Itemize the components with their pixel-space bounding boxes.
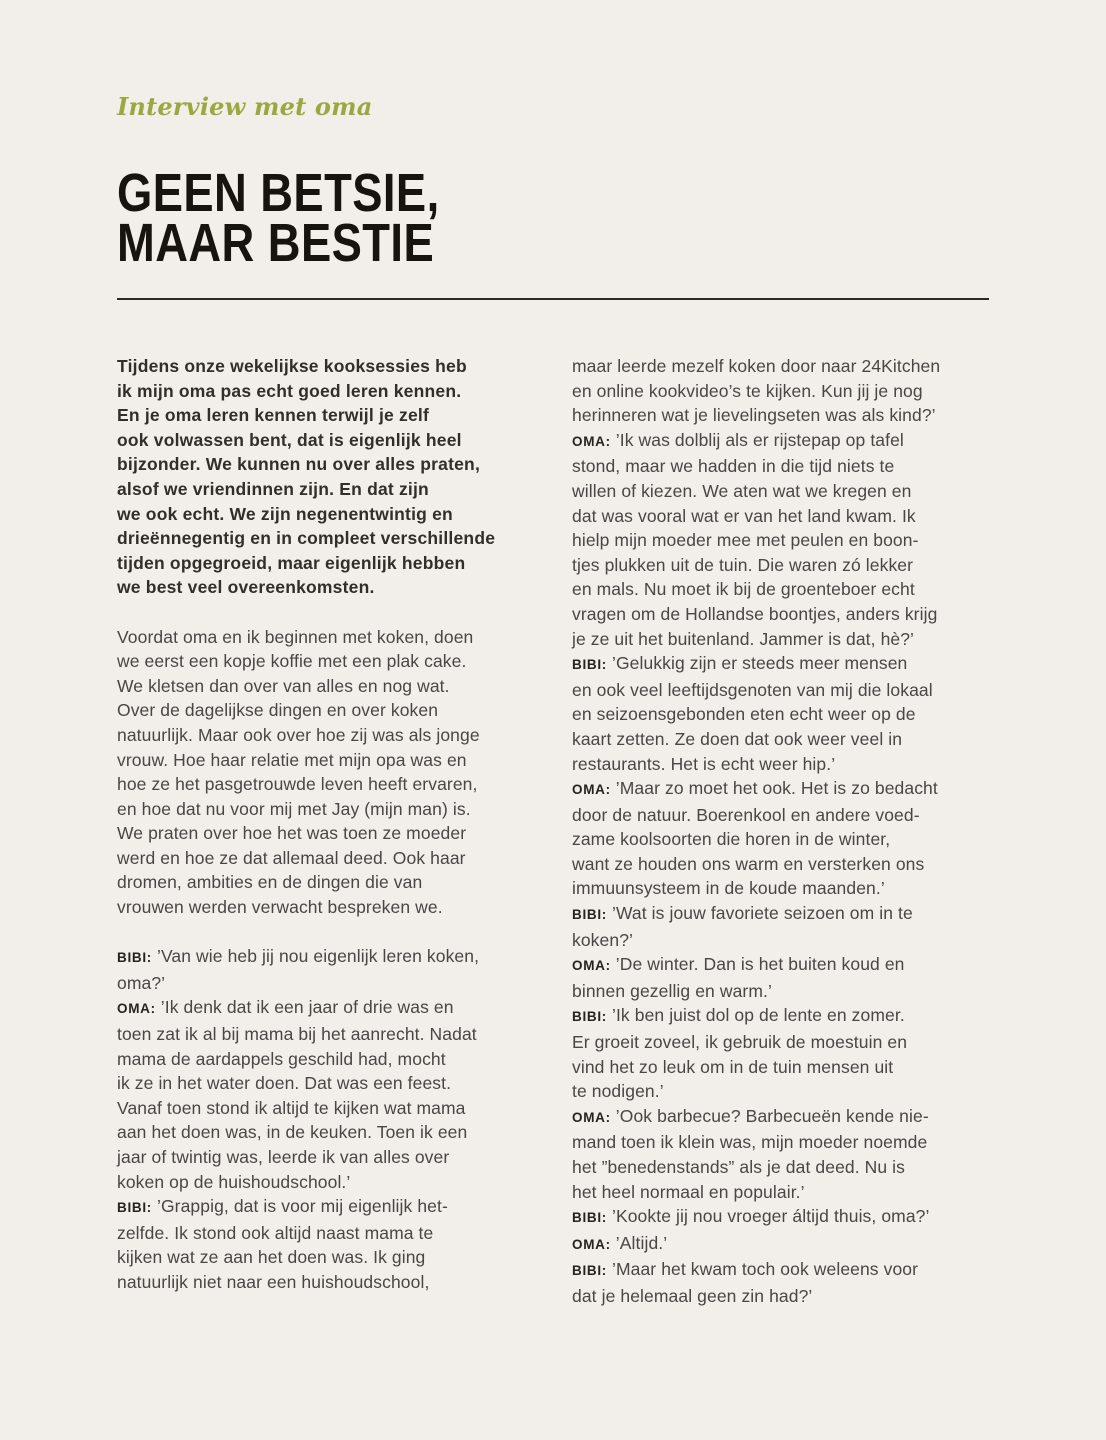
speaker-label: OMA: [572,958,611,974]
speaker-label: BIBI: [117,1200,152,1216]
dialogue-turn: BIBI: ’Ik ben juist dol op de lente en zomer. Er groeit zoveel, ik gebruik de moestuin en vind het zo leuk om in de tuin mensen uit te nodigen.’ [572,1005,908,1102]
article-body [117,354,989,1309]
kicker: Interview met oma [117,92,373,121]
page-title-line-2: MAAR BESTIE [117,213,435,273]
dialogue-turn: maar leerde mezelf koken door naar 24Kitchen en online kookvideo’s te kijken. Kun jij je nog herinneren wat je lievelingseten was als kind?’ [572,356,941,426]
dialogue-turn: BIBI: ’Maar het kwam toch ook weleens voor dat je helemaal geen zin had?’ [572,1259,919,1306]
dialogue-turn: OMA: ’De winter. Dan is het buiten koud en binnen gezellig en warm.’ [572,954,905,1001]
speaker-label: BIBI: [572,1263,607,1279]
column-left [117,354,534,1309]
divider-rule [117,298,989,300]
speaker-label: OMA: [572,1109,611,1125]
intro-paragraph: Tijdens onze wekelijkse kooksessies heb ik mijn oma pas echt goed leren kennen. En je oma leren kennen terwijl je zelf ook volwassen bent, dat is eigenlijk heel bijzonder. We kunnen nu over alles praten, alsof we vriendinnen zijn. En dat zijn we ook echt. We zijn negenentwintig en drieënnegentig en in compleet verschillende tijden opgegroeid, maar eigenlijk hebben we best veel overeenkomsten. [117,356,496,598]
page-title [117,163,849,273]
paragraph: Voordat oma en ik beginnen met koken, doen we eerst een kopje koffie met een plak cake. We kletsen dan over van alles en nog wat. Over de dagelijkse dingen en over koken natuurlijk. Maar ook over hoe zij was als jonge vrouw. Hoe haar relatie met mijn opa was en hoe ze het pasgetrouwde leven heeft ervaren, en hoe dat nu voor mij met Jay (mijn man) is. We praten over hoe het was toen ze moeder werd en hoe ze dat allemaal deed. Ook haar dromen, ambities en de dingen die van vrouwen werden verwacht bespreken we. [117,626,480,918]
dialogue-turn: OMA: ’Maar zo moet het ook. Het is zo bedacht door de natuur. Boerenkool en andere voed- zame koolsoorten die horen in de winter, want ze houden ons warm en versterken ons immuunsysteem in de koude maanden.’ [572,778,938,899]
speaker-label: OMA: [572,433,611,449]
dialogue-turn: BIBI: ’Van wie heb jij nou eigenlijk leren koken, oma?’ [117,946,480,993]
dialogue-turn: BIBI: ’Grappig, dat is voor mij eigenlijk het- zelfde. Ik stond ook altijd naast mama te kijken wat ze aan het doen was. Ik ging natuurlijk niet naar een huishoudschool, [117,1196,448,1292]
dialogue-turn: BIBI: ’Kookte jij nou vroeger áltijd thuis, oma?’ [572,1206,930,1227]
speaker-label: BIBI: [117,950,152,966]
dialogue-block [117,944,534,1294]
dialogue-turn: OMA: ’Ik denk dat ik een jaar of drie was en toen zat ik al bij mama bij het aanrecht. Nadat mama de aardappels geschild had, mocht ik ze in het water doen. Dat was een feest. Vanaf toen stond ik altijd te kijken wat mama aan het doen was, in de keuken. Toen ik een jaar of twintig was, leerde ik van alles over koken op de huishoudschool.’ [117,997,477,1192]
speaker-label: BIBI: [572,1009,607,1025]
speaker-label: OMA: [572,1236,611,1252]
dialogue-turn: BIBI: ’Wat is jouw favoriete seizoen om in te koken?’ [572,903,913,950]
speaker-label: OMA: [117,1001,156,1017]
speaker-label: BIBI: [572,657,607,673]
page-title-line-1: GEEN BETSIE, [117,163,440,223]
dialogue-turn: BIBI: ’Gelukkig zijn er steeds meer mensen en ook veel leeftijdsgenoten van mij die lokaal en seizoensgebonden eten echt weer op de kaart zetten. Ze doen dat ook weer veel in restaurants. Het is echt weer hip.’ [572,653,933,774]
speaker-label: BIBI: [572,907,607,923]
speaker-label: BIBI: [572,1210,607,1226]
dialogue-block [572,354,989,1309]
column-right [572,354,989,1309]
speaker-label: OMA: [572,782,611,798]
dialogue-turn: OMA: ’Ook barbecue? Barbecueën kende nie- mand toen ik klein was, mijn moeder noemde het ”benedenstands” als je dat deed. Nu is het heel normaal en populair.’ [572,1105,929,1202]
dialogue-turn: OMA: ’Ik was dolblij als er rijstepap op tafel stond, maar we hadden in die tijd niets te willen of kiezen. We aten wat we kregen en dat was vooral wat er van het land kwam. Ik hielp mijn moeder mee met peulen en boon- tjes plukken uit de tuin. Die waren zó lekker en mals. Nu moet ik bij de groenteboer echt vragen om de Hollandse boontjes, anders krijg je ze uit het buitenland. Jammer is dat, hè?’ [572,429,938,649]
dialogue-turn: OMA: ’Altijd.’ [572,1232,668,1253]
